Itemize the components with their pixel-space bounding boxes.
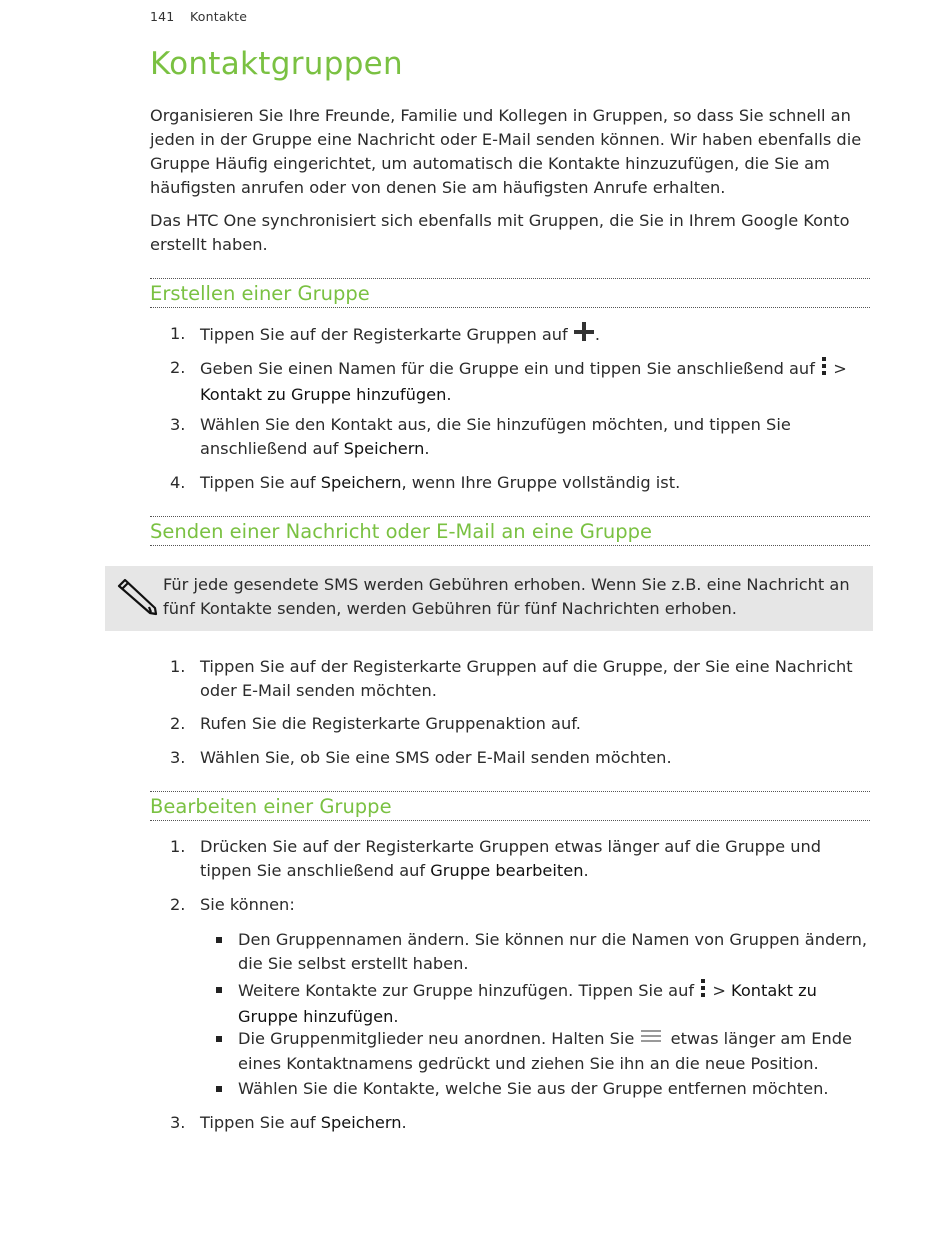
chapter-name: Kontakte	[190, 9, 248, 24]
intro-paragraph-2: Das HTC One synchronisiert sich ebenfalls mit Gruppen, die Sie in Ihrem Google Konto erstellt haben.	[150, 211, 850, 254]
page-number: 141	[150, 9, 175, 24]
pencil-icon	[115, 576, 159, 620]
note-text: Für jede gesendete SMS werden Gebühren erhoben. Wenn Sie z.B. eine Nachricht an fünf Kontakte senden, werden Gebühren für fünf Nachrichten erhoben.	[163, 575, 850, 618]
intro-paragraph-1: Organisieren Sie Ihre Freunde, Familie und Kollegen in Gruppen, so dass Sie schnell an jeden in der Gruppe eine Nachricht oder E-Mail senden können. Wir haben ebenfalls die Gruppe Häufig eingerichtet, um automatisch die Kontakte hinzuzufügen, die Sie am häufigsten anrufen oder von denen Sie am häufigsten Anrufe erhalten.	[150, 106, 862, 197]
menu-dots-icon	[699, 978, 707, 1005]
section-heading-create-group: Erstellen einer Gruppe	[150, 278, 870, 308]
menu-dots-icon	[820, 356, 828, 383]
note-box	[105, 566, 873, 631]
drag-handle-icon	[639, 1027, 665, 1052]
page-header	[150, 9, 247, 24]
section-heading-send-message: Senden einer Nachricht oder E-Mail an eine Gruppe	[150, 516, 870, 546]
section-heading-edit-group: Bearbeiten einer Gruppe	[150, 791, 870, 821]
plus-icon	[573, 322, 595, 349]
page-title: Kontaktgruppen	[150, 46, 404, 82]
